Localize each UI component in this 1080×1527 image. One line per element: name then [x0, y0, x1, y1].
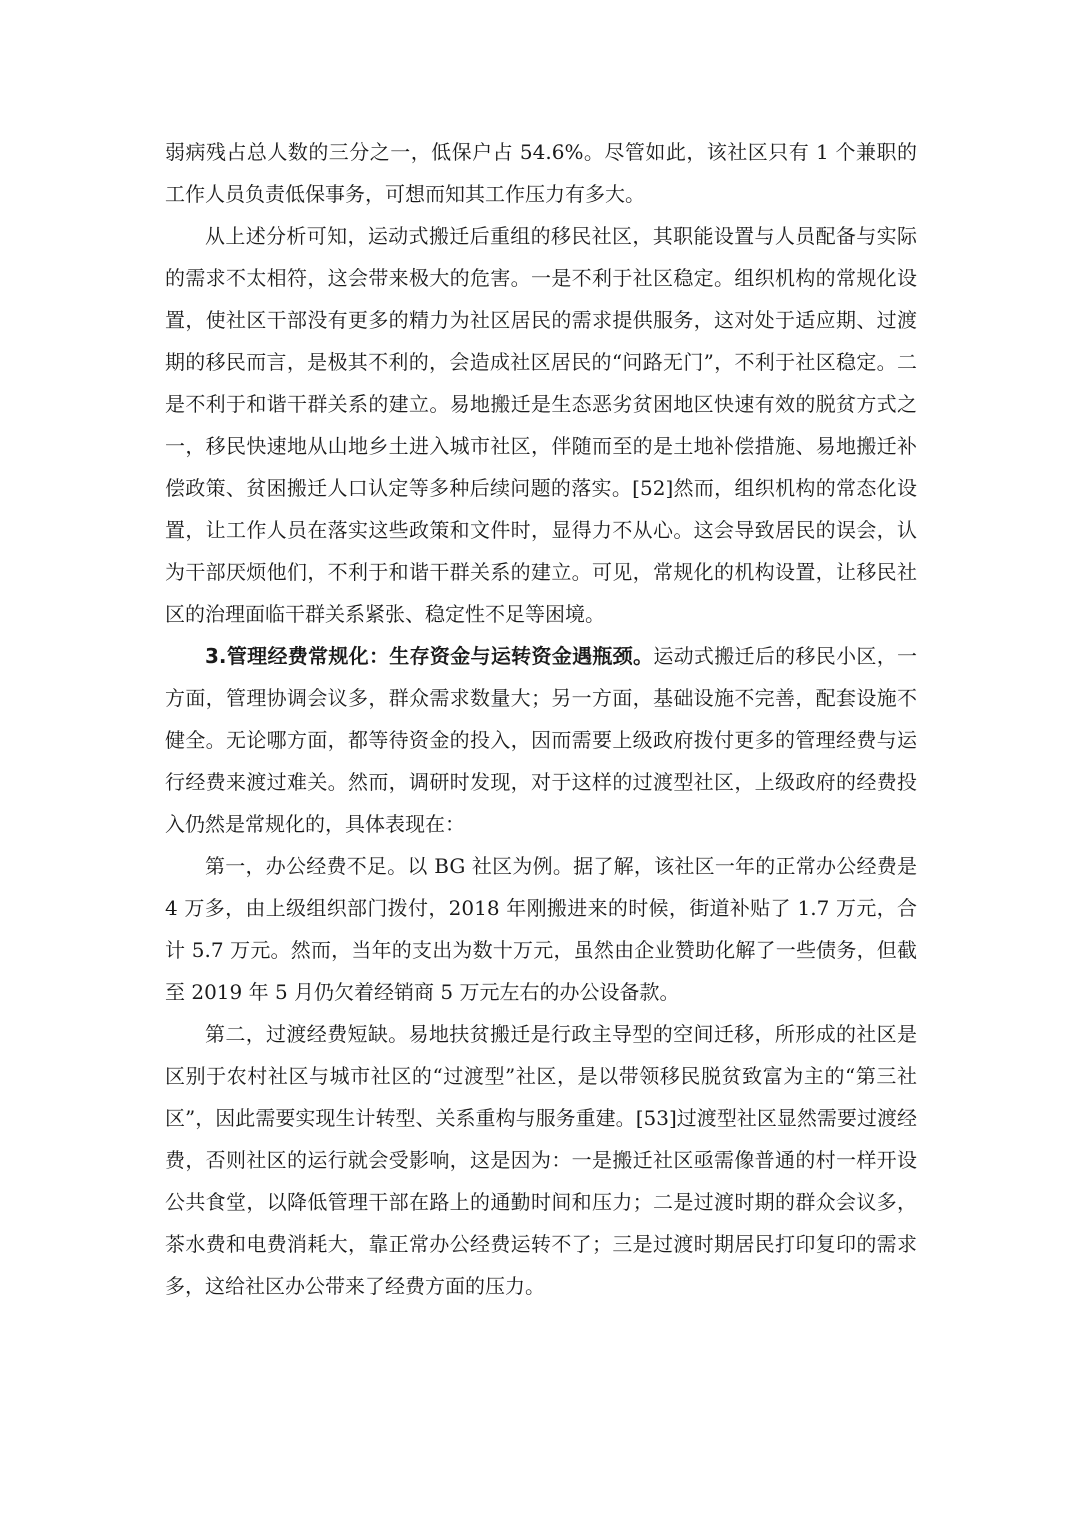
paragraph-2-text: 从上述分析可知，运动式搬迁后重组的移民社区，其职能设置与人员配备与实际的需求不太相符，这会带来极大的危害。一是不利于社区稳定。组织机构的常规化设置，使社区干部没有更多的精力为社区居民的需求提供服务，这对处于适应期、过渡期的移民而言，是极其不利的，会造成社区居民的“问路无门”，不利于社区稳定。二是不利于和谐干群关系的建立。易地搬迁是生态恶劣贫困地区快速有效的脱贫方式之一，移民快速地从山地乡土进入城市社区，伴随而至的是土地补偿措施、易地搬迁补偿政策、贫困搬迁人口认定等多种后续问题的落实。[52]然而，组织机构的常态化设置，让工作人员在落实这些政策和文件时，显得力不从心。这会导致居民的误会，认为干部厌烦他们，不利于和谐干群关系的建立。可见，常规化的机构设置，让移民社区的治理面临干群关系紧张、稳定性不足等困境。 — [165, 224, 917, 626]
paragraph-4-text: 第一，办公经费不足。以 BG 社区为例。据了解，该社区一年的正常办公经费是 4 万多，由上级组织部门拨付，2018 年刚搬进来的时候，街道补贴了 1.7 万元，合计 5.7 万元。然而，当年的支出为数十万元，虽然由企业赞助化解了一些债务，但截至 2019 年 5 月仍欠着经销商 5 万元左右的办公设备款。 — [165, 854, 917, 1004]
paragraph-3 — [165, 635, 917, 845]
paragraph-5 — [165, 1013, 917, 1307]
paragraph-4 — [165, 845, 917, 1013]
paragraph-1 — [165, 131, 917, 215]
paragraph-2 — [165, 215, 917, 635]
paragraph-5-text: 第二，过渡经费短缺。易地扶贫搬迁是行政主导型的空间迁移，所形成的社区是区别于农村社区与城市社区的“过渡型”社区，是以带领移民脱贫致富为主的“第三社区”，因此需要实现生计转型、关系重构与服务重建。[53]过渡型社区显然需要过渡经费，否则社区的运行就会受影响，这是因为：一是搬迁社区亟需像普通的村一样开设公共食堂，以降低管理干部在路上的通勤时间和压力；二是过渡时期的群众会议多，茶水费和电费消耗大，靠正常办公经费运转不了；三是过渡时期居民打印复印的需求多，这给社区办公带来了经费方面的压力。 — [165, 1022, 917, 1298]
paragraph-1-text: 弱病残占总人数的三分之一，低保户占 54.6%。尽管如此，该社区只有 1 个兼职的工作人员负责低保事务，可想而知其工作压力有多大。 — [165, 140, 917, 206]
paragraph-3-text: 运动式搬迁后的移民小区，一方面，管理协调会议多，群众需求数量大；另一方面，基础设施不完善，配套设施不健全。无论哪方面，都等待资金的投入，因而需要上级政府拨付更多的管理经费与运行经费来渡过难关。然而，调研时发现，对于这样的过渡型社区，上级政府的经费投入仍然是常规化的，具体表现在： — [165, 644, 918, 836]
section-heading: 3.管理经费常规化：生存资金与运转资金遇瓶颈。 — [205, 644, 654, 668]
body-text — [165, 131, 917, 1307]
